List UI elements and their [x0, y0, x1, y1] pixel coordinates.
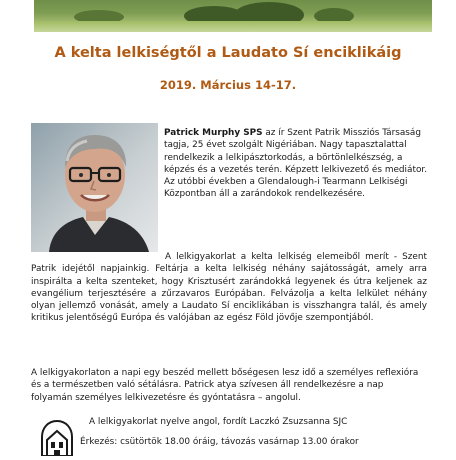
- page-title: A kelta lelkiségtől a Laudato Sí enciklikáig: [54, 45, 402, 61]
- arrival-info: Érkezés: csütörtök 18.00 óráig, távozás vasárnap 13.00 órakor: [80, 437, 359, 447]
- schedule-paragraph: A lelkigyakorlaton a napi egy beszéd mellett bőségesen lesz idő a személyes reflexióra és a természetben való sétálásra. Patrick atya szívesen áll rendelkezésre a nap folyamán személyes lelkivezetésre és gyóntatásra – angolul.: [31, 368, 419, 403]
- church-icon: [40, 420, 74, 456]
- church-logo: [40, 420, 74, 456]
- event-date: 2019. Március 14-17.: [159, 78, 297, 92]
- landscape-banner-image: [34, 0, 432, 32]
- portrait-illustration: [31, 123, 158, 252]
- description-paragraph: A lelkigyakorlat a kelta lelkiség elemeiből merít - Szent Patrik idejétől napjainkig. Feltárja a kelta lelkiség néhány sajátosságát, amely arra inspirálta a kelta szenteket, hogy Krisztusért zarándokká legyenek és útra keljenek az evangélium terjesztésére a zűrzavaros Európában. Felvázolja a kelta lelkület néhány olyan jellemző vonását, amely a Laudato Sí enciklikában is visszhangra talál, és amely kritikus jelentőségű Európa és valójában az egész Föld jövője szempontjából.: [31, 252, 427, 324]
- language-note: A lelkigyakorlat nyelve angol, fordít Laczkó Zsuzsanna SJC: [89, 417, 348, 427]
- speaker-name: Patrick Murphy SPS: [164, 128, 263, 138]
- speaker-bio-text: az ír Szent Patrik Missziós Társaság tagja, 25 évet szolgált Nigériában. Nagy tapasztalattal rendelkezik a lelkipásztorkodás, a börtönlelkészség, a képzés és a vezetés terén. Képzett lelkivezető és mediátor. Az utóbbi években a Glendalough-i Tearmann Lelkiségi Központban áll a zarándokok rendelkezésére.: [164, 128, 428, 200]
- speaker-bio: [164, 127, 429, 201]
- speaker-portrait: [31, 123, 158, 252]
